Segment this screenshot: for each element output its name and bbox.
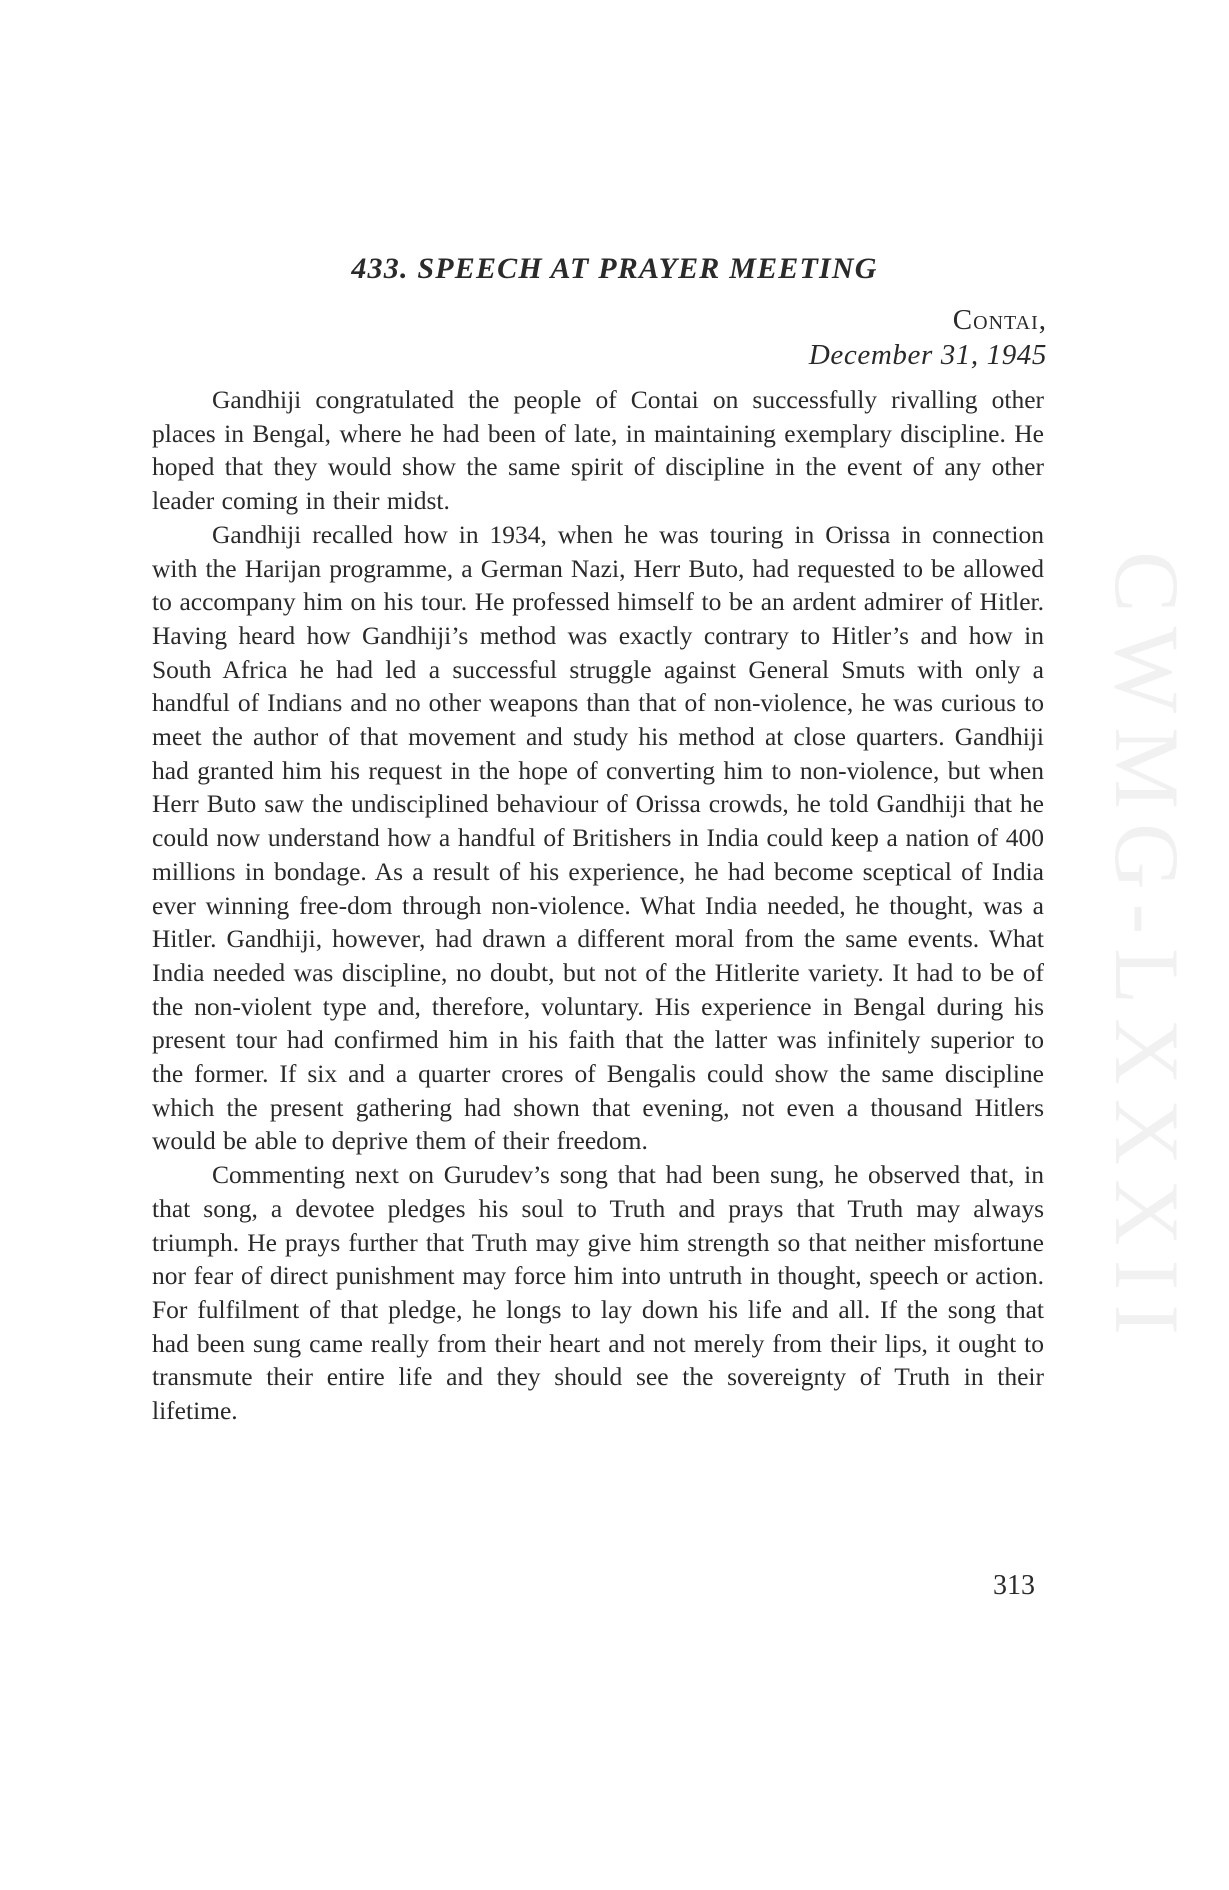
watermark-text: CWMG-LXXXII <box>1096 551 1198 1349</box>
watermark <box>1096 370 1198 1530</box>
paragraph: Gandhiji recalled how in 1934, when he was touring in Orissa in connection with the Harijan programme, a German Nazi, Herr Buto, had requested to be allowed to accompany him on his tour. He professed himself to be an ardent admirer of Hitler. Having heard how Gandhiji’s method was exactly contrary to Hitler’s and how in South Africa he had led a successful struggle against General Smuts with only a handful of Indians and no other weapons than that of non-violence, he was curious to meet the author of that movement and study his method at close quarters. Gandhiji had granted him his request in the hope of converting him to non-violence, but when Herr Buto saw the undisciplined behaviour of Orissa crowds, he told Gandhiji that he could now understand how a handful of Britishers in India could keep a nation of 400 millions in bondage. As a result of his experience, he had become sceptical of India ever winning free-dom through non-violence. What India needed, he thought, was a Hitler. Gandhiji, however, had drawn a different moral from the same events. What India needed was discipline, no doubt, but not of the Hitlerite variety. It had to be of the non-violent type and, therefore, voluntary. His experience in Bengal during his present tour had confirmed him in his faith that the latter was infinitely superior to the former. If six and a quarter crores of Bengalis could show the same discipline which the present gathering had shown that evening, not even a thousand Hitlers would be able to deprive them of their freedom. <box>152 519 1044 1156</box>
page-number: 313 <box>993 1570 1035 1601</box>
dateline-date: December 31, 1945 <box>808 339 1047 371</box>
document-title: 433. SPEECH AT PRAYER MEETING <box>351 252 878 285</box>
paragraph: Gandhiji congratulated the people of Contai on successfully rivalling other places in Bengal, where he had been of late, in maintaining exemplary discipline. He hoped that they would show the same spirit of discipline in the event of any other leader coming in their midst. <box>152 385 1044 516</box>
document-body <box>152 383 1044 1428</box>
paragraph: Commenting next on Gurudev’s song that had been sung, he observed that, in that song, a devotee pledges his soul to Truth and prays that Truth may always triumph. He prays further that Truth may give him strength so that neither misfortune nor fear of direct punishment may force him into untruth in thought, speech or action. For fulfilment of that pledge, he longs to lay down his life and all. If the song that had been sung came really from their heart and not merely from their lips, it ought to transmute their entire life and they should see the sovereignty of Truth in their lifetime. <box>152 1160 1044 1426</box>
dateline-place: Contai, <box>952 304 1047 336</box>
